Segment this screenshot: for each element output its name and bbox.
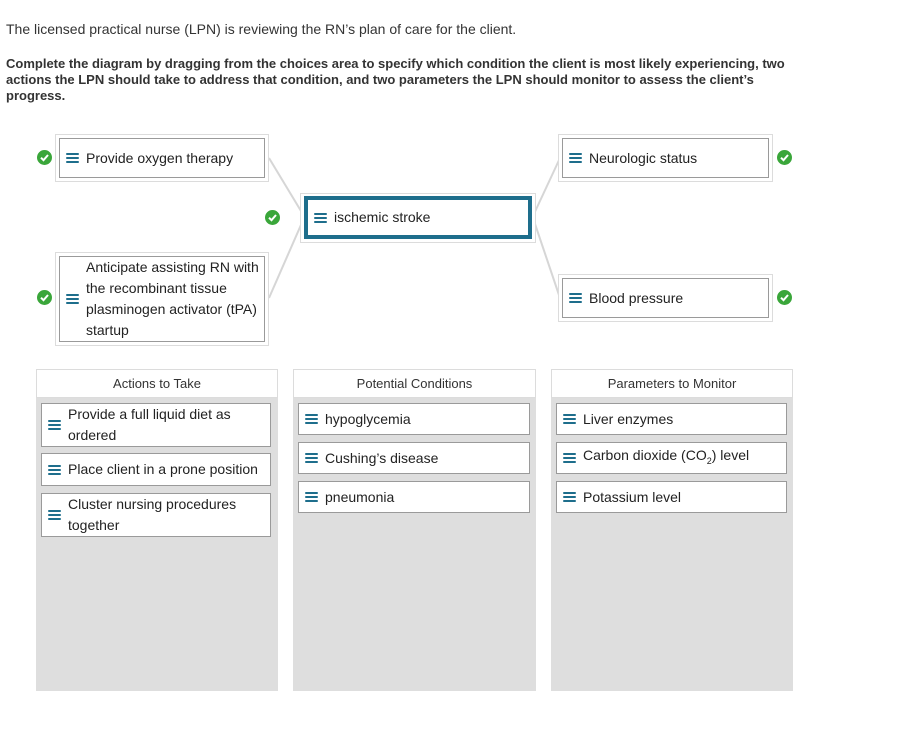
action-card-1[interactable]	[59, 138, 265, 178]
correct-check-icon	[37, 290, 52, 305]
parameters-bank-header: Parameters to Monitor	[551, 369, 793, 398]
condition-card-label: ischemic stroke	[334, 209, 431, 225]
bank-action-card-2-label: Place client in a prone position	[68, 461, 258, 477]
correct-check-icon	[777, 150, 792, 165]
bank-action-card-3[interactable]	[41, 493, 271, 537]
correct-check-icon	[777, 290, 792, 305]
drag-handle-icon[interactable]	[305, 492, 318, 502]
bank-action-card-2[interactable]	[41, 453, 271, 486]
drag-handle-icon[interactable]	[314, 213, 327, 223]
drag-handle-icon[interactable]	[305, 414, 318, 424]
bank-condition-card-1-label: hypoglycemia	[325, 410, 411, 427]
conditions-bank-header: Potential Conditions	[293, 369, 536, 398]
action-card-2-label: Anticipate assisting RN with the recombinant tissue plasminogen activator (tPA) startup	[86, 259, 259, 338]
drag-handle-icon[interactable]	[66, 294, 79, 304]
bank-action-card-3-label: Cluster nursing procedures together	[68, 496, 237, 533]
bank-condition-card-3-label: pneumonia	[325, 488, 395, 505]
bank-parameter-card-2-label: Carbon dioxide $(CO_2)$ level	[583, 446, 750, 466]
question-instructions: Complete the diagram by dragging from the choices area to specify which condition the client is most likely experiencing, two actions the LPN should take to address that condition, and two parameters the LPN should monitor to assess the client’s progress.	[6, 56, 785, 103]
correct-check-icon	[265, 210, 280, 225]
parameters-bank[interactable]	[551, 369, 793, 691]
bank-parameter-card-1-label: Liver enzymes	[583, 410, 674, 427]
bank-action-card-1[interactable]	[41, 403, 271, 447]
drag-handle-icon[interactable]	[563, 414, 576, 424]
parameter-card-1[interactable]	[562, 138, 769, 178]
bank-condition-card-3[interactable]	[298, 481, 530, 513]
bank-condition-card-1[interactable]	[298, 403, 530, 435]
bank-parameter-card-3[interactable]	[556, 481, 787, 513]
condition-card[interactable]	[304, 196, 532, 239]
actions-bank-header: Actions to Take	[36, 369, 278, 398]
bank-action-card-1-label: Provide a full liquid diet as ordered	[68, 406, 231, 443]
bank-parameter-card-2[interactable]	[556, 442, 787, 474]
bank-condition-card-2[interactable]	[298, 442, 530, 474]
drag-handle-icon[interactable]	[563, 453, 576, 463]
correct-check-icon	[37, 150, 52, 165]
actions-bank[interactable]	[36, 369, 278, 691]
bank-parameter-card-1[interactable]	[556, 403, 787, 435]
parameter-card-2-label: Blood pressure	[589, 289, 684, 306]
action-card-1-label: Provide oxygen therapy	[86, 149, 234, 166]
conditions-bank[interactable]	[293, 369, 536, 691]
drag-handle-icon[interactable]	[48, 465, 61, 475]
action-card-2[interactable]	[59, 256, 265, 342]
bank-condition-card-2-label: Cushing’s disease	[325, 449, 439, 466]
drag-handle-icon[interactable]	[66, 153, 79, 163]
drag-handle-icon[interactable]	[563, 492, 576, 502]
drag-handle-icon[interactable]	[305, 453, 318, 463]
parameter-card-2[interactable]	[562, 278, 769, 318]
bank-parameter-card-3-label: Potassium level	[583, 488, 682, 505]
question-intro: The licensed practical nurse (LPN) is reviewing the RN’s plan of care for the client.	[6, 21, 517, 37]
drag-handle-icon[interactable]	[48, 510, 61, 520]
drag-handle-icon[interactable]	[569, 153, 582, 163]
drag-handle-icon[interactable]	[569, 293, 582, 303]
drag-handle-icon[interactable]	[48, 420, 61, 430]
parameter-card-1-label: Neurologic status	[589, 149, 698, 166]
